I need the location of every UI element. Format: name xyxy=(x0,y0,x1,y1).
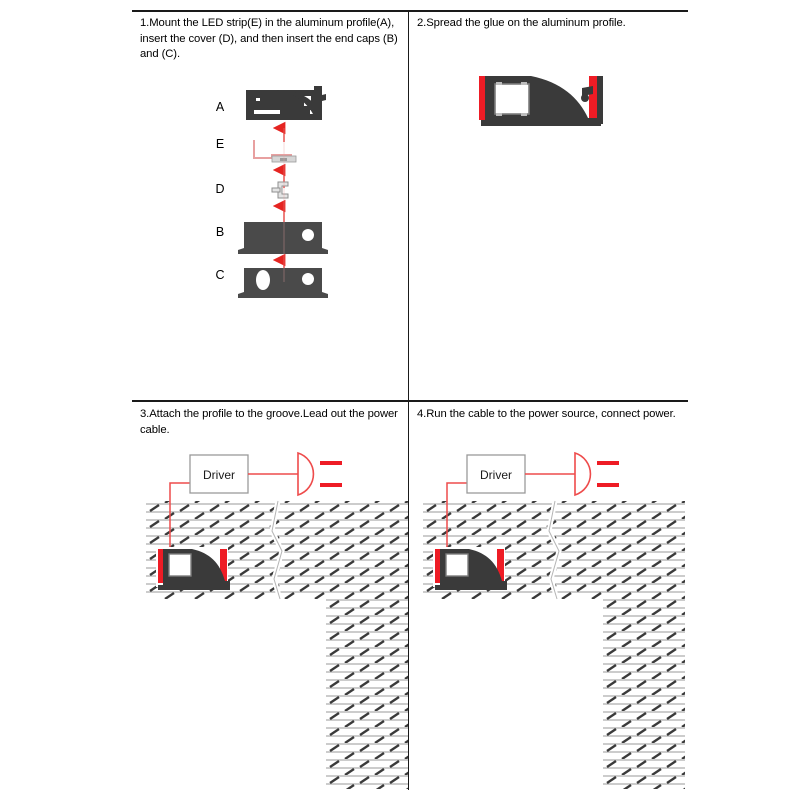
panel-3-caption: 3.Attach the profile to the groove.Lead out the power cable. xyxy=(140,408,398,436)
driver-box-3 xyxy=(190,455,248,493)
exploded-assembly-diagram xyxy=(132,70,408,300)
part-a-profile xyxy=(246,86,326,120)
wall-installation-diagram-3 xyxy=(146,439,408,789)
panel-4-caption: 4.Run the cable to the power source, connect power. xyxy=(417,408,676,420)
panel-1-caption: 1.Mount the LED strip(E) in the aluminum profile(A), insert the cover (D), and then insert the end caps (B) and (C). xyxy=(140,17,398,60)
part-label-e: E xyxy=(215,137,225,151)
exploded-parts-svg xyxy=(132,70,408,300)
driver-label-4: Driver xyxy=(480,468,512,482)
power-plug-4 xyxy=(575,453,619,495)
wall-vertical-4 xyxy=(603,599,685,789)
part-label-a: A xyxy=(215,100,225,114)
panel-step-3 xyxy=(132,401,408,791)
installed-profile-4 xyxy=(433,547,507,590)
panel-step-4 xyxy=(409,401,685,791)
part-e-led-strip xyxy=(254,140,296,162)
part-label-c: C xyxy=(215,268,225,282)
driver-label-3: Driver xyxy=(203,468,235,482)
part-b-end-cap xyxy=(238,222,328,254)
glue-strip-right xyxy=(589,76,598,120)
wall-vertical xyxy=(326,599,408,789)
driver-box-4 xyxy=(467,455,525,493)
panel-step-1 xyxy=(132,10,408,400)
part-label-b: B xyxy=(215,225,225,239)
part-d-cover xyxy=(272,182,288,198)
panel-step-2 xyxy=(409,10,685,400)
wall-installation-diagram-4 xyxy=(423,439,685,789)
panel-2-caption: 2.Spread the glue on the aluminum profile. xyxy=(417,17,626,29)
instruction-sheet xyxy=(132,10,688,790)
part-c-end-cap xyxy=(238,268,328,298)
installed-profile-3 xyxy=(156,547,230,590)
glued-profile-diagram xyxy=(469,72,629,152)
aluminum-profile-assembled xyxy=(481,76,603,126)
part-label-d: D xyxy=(215,182,225,196)
power-plug-3 xyxy=(298,453,342,495)
